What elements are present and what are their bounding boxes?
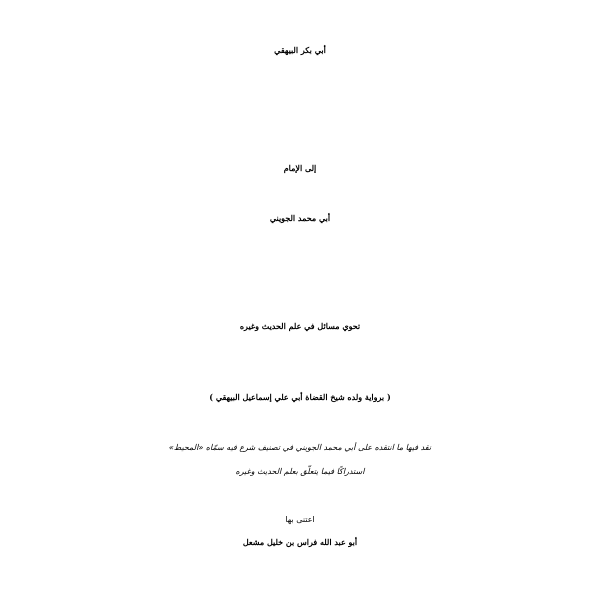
title-connector: إلى الإمام: [283, 163, 317, 173]
editor-label: اعتنى بها: [285, 515, 315, 524]
title-author-bayhaqi: أبي بكر البيهقي: [274, 45, 326, 55]
description-line-2: استدراكًا فيما يتعلّق بعلم الحديث وغيره: [235, 467, 365, 476]
narration-line: ( برواية ولده شيخ القضاة أبي علي إسماعيل البيهقي ): [209, 392, 391, 402]
book-subtitle: تحوي مسائل في علم الحديث وغيره: [239, 321, 361, 331]
title-recipient-juwayni: أبي محمد الجويني: [269, 213, 331, 223]
description-line-1: نقد فيها ما انتقده على أبي محمد الجويني في تصنيف شرع فيه سمّاه «المحيط»: [168, 443, 432, 452]
editor-name: أبو عبد الله فراس بن خليل مشعل: [242, 537, 358, 547]
